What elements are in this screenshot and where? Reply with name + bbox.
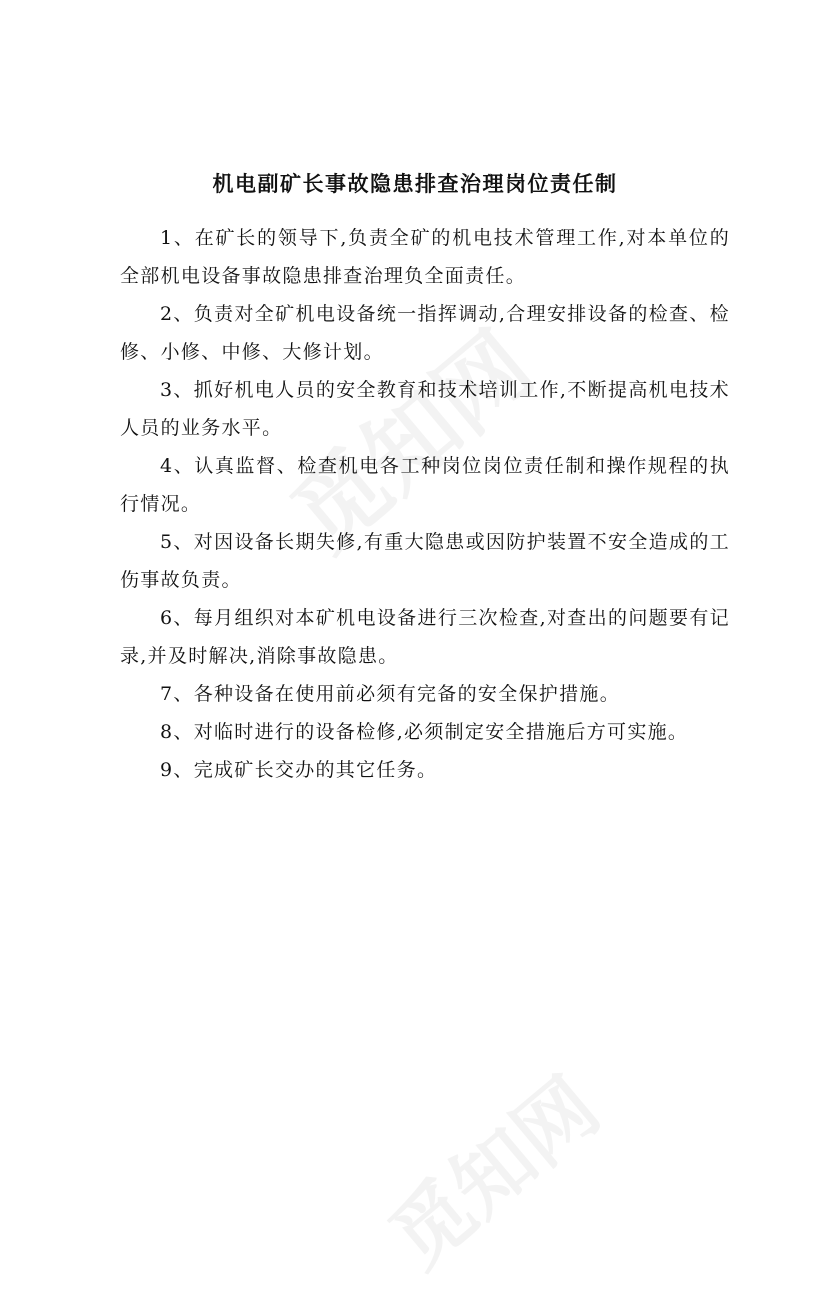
responsibility-item-5: 5、对因设备长期失修,有重大隐患或因防护装置不安全造成的工伤事故负责。 <box>120 531 730 591</box>
responsibility-item-8: 8、对临时进行的设备检修,必须制定安全措施后方可实施。 <box>160 721 689 743</box>
responsibility-item-4: 4、认真监督、检查机电各工种岗位岗位责任制和操作规程的执行情况。 <box>120 455 730 515</box>
responsibility-item-1: 1、在矿长的领导下,负责全矿的机电技术管理工作,对本单位的全部机电设备事故隐患排查治理负全面责任。 <box>120 227 730 287</box>
responsibility-item-7: 7、各种设备在使用前必须有完备的安全保护措施。 <box>160 683 620 705</box>
responsibility-item-3: 3、抓好机电人员的安全教育和技术培训工作,不断提高机电技术人员的业务水平。 <box>120 379 730 439</box>
responsibility-item-9: 9、完成矿长交办的其它任务。 <box>160 759 438 781</box>
document-title: 机电副矿长事故隐患排查治理岗位责任制 <box>212 171 618 196</box>
responsibility-item-6: 6、每月组织对本矿机电设备进行三次检查,对查出的问题要有记录,并及时解决,消除事故隐患。 <box>120 607 730 667</box>
responsibility-item-2: 2、负责对全矿机电设备统一指挥调动,合理安排设备的检查、检修、小修、中修、大修计划。 <box>120 303 730 363</box>
